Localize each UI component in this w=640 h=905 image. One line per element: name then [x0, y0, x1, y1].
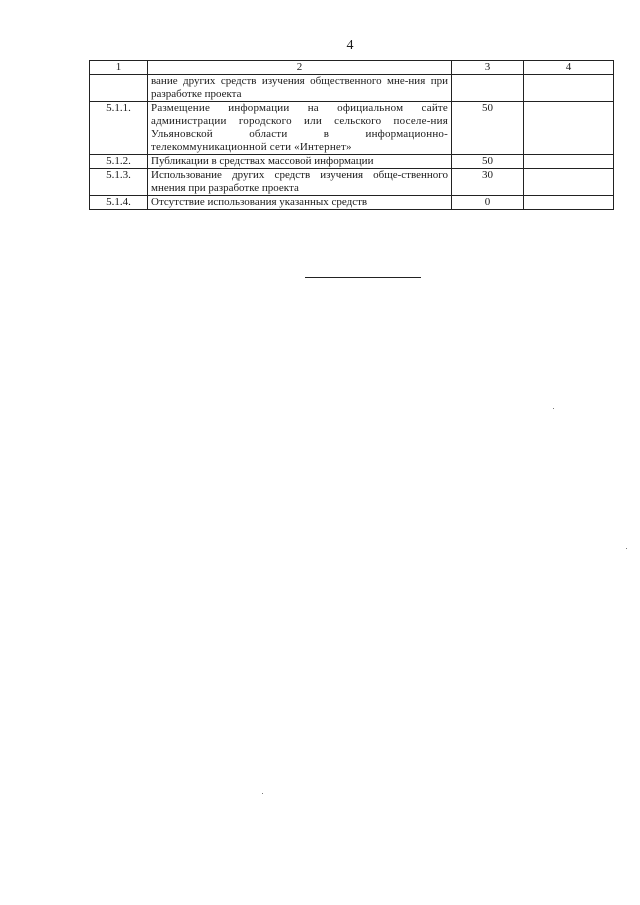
row-score: 50	[452, 102, 524, 155]
scan-speck	[626, 548, 627, 549]
column-header: 4	[524, 61, 614, 75]
row-note	[524, 75, 614, 102]
row-description: вание других средств изучения общественного мне-ния при разработке проекта	[148, 75, 452, 102]
column-header: 3	[452, 61, 524, 75]
row-number: 5.1.2.	[90, 155, 148, 169]
row-note	[524, 155, 614, 169]
row-number	[90, 75, 148, 102]
column-header: 2	[148, 61, 452, 75]
row-note	[524, 169, 614, 196]
row-number: 5.1.3.	[90, 169, 148, 196]
column-header: 1	[90, 61, 148, 75]
row-score	[452, 75, 524, 102]
row-score: 30	[452, 169, 524, 196]
table-header-row	[90, 61, 614, 75]
table-row	[90, 155, 614, 169]
row-note	[524, 196, 614, 210]
table-row	[90, 75, 614, 102]
row-number: 5.1.1.	[90, 102, 148, 155]
table-row	[90, 169, 614, 196]
scan-speck	[262, 793, 263, 794]
row-score: 0	[452, 196, 524, 210]
row-description: Отсутствие использования указанных средств	[148, 196, 452, 210]
table-row	[90, 102, 614, 155]
row-number: 5.1.4.	[90, 196, 148, 210]
criteria-table	[89, 60, 614, 210]
row-score: 50	[452, 155, 524, 169]
scan-speck	[553, 408, 554, 409]
row-note	[524, 102, 614, 155]
row-description: Размещение информации на официальном сайте администрации городского или сельского поселе-ния Ульяновской области в информационно-телекоммуникационной сети «Интернет»	[148, 102, 452, 155]
row-description: Использование других средств изучения обще-ственного мнения при разработке проекта	[148, 169, 452, 196]
row-description: Публикации в средствах массовой информации	[148, 155, 452, 169]
separator-line	[305, 277, 421, 278]
table-row	[90, 196, 614, 210]
page-number: 4	[346, 38, 354, 53]
